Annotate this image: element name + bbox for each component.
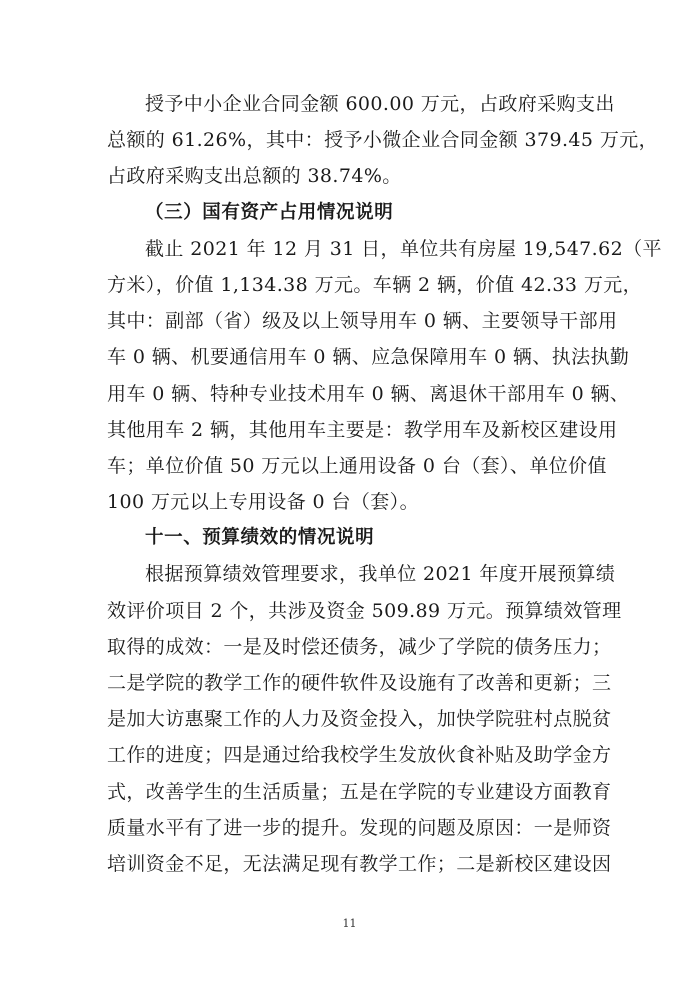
text-line: 根据预算绩效管理要求，我单位 2021 年度开展预算绩 bbox=[145, 563, 616, 586]
text-line: 二是学院的教学工作的硬件软件及设施有了改善和更新；三 bbox=[107, 672, 612, 694]
text-line: 工作的进度；四是通过给我校学生发放伙食补贴及助学金方 bbox=[107, 744, 612, 767]
text-line: 用车 0 辆、特种专业技术用车 0 辆、离退休干部用车 0 辆、 bbox=[107, 382, 630, 405]
paragraph-sme-contracts bbox=[107, 86, 659, 195]
text-line: 截止 2021 年 12 月 31 日，单位共有房屋 19,547.62（平 bbox=[145, 237, 662, 260]
text-line: 质量水平有了进一步的提升。发现的问题及原因：一是师资 bbox=[107, 816, 612, 839]
page-number: 11 bbox=[342, 917, 357, 930]
text-line: 总额的 61.26%，其中：授予小微企业合同金额 379.45 万元， bbox=[107, 129, 659, 152]
text-line: 车；单位价值 50 万元以上通用设备 0 台（套）、单位价值 bbox=[107, 454, 607, 477]
text-line: 取得的成效：一是及时偿还债务，减少了学院的债务压力； bbox=[107, 635, 612, 658]
text-line: 其他用车 2 辆，其他用车主要是：教学用车及新校区建设用 bbox=[107, 418, 618, 441]
text-line: 授予中小企业合同金额 600.00 万元，占政府采购支出 bbox=[145, 93, 615, 115]
text-line: 方米），价值 1,134.38 万元。车辆 2 辆，价值 42.33 万元， bbox=[107, 273, 643, 296]
text-line: 占政府采购支出总额的 38.74%。 bbox=[107, 165, 402, 188]
text-line: 式，改善学生的生活质量；五是在学院的专业建设方面教育 bbox=[107, 780, 612, 803]
paragraph-budget-performance bbox=[107, 556, 622, 882]
section-heading-performance: 十一、预算绩效的情况说明 bbox=[145, 527, 375, 549]
text-line: 培训资金不足，无法满足现有教学工作；二是新校区建设因 bbox=[107, 852, 612, 875]
section-heading-assets: （三）国有资产占用情况说明 bbox=[145, 201, 394, 223]
text-line: 100 万元以上专用设备 0 台（套）。 bbox=[107, 491, 419, 514]
document-page bbox=[107, 86, 662, 882]
paragraph-state-assets bbox=[107, 231, 662, 521]
text-line: 是加大访惠聚工作的人力及资金投入，加快学院驻村点脱贫 bbox=[107, 708, 612, 731]
text-line: 其中：副部（省）级及以上领导用车 0 辆、主要领导干部用 bbox=[107, 310, 618, 333]
text-line: 效评价项目 2 个，共涉及资金 509.89 万元。预算绩效管理 bbox=[107, 599, 622, 622]
text-line: 车 0 辆、机要通信用车 0 辆、应急保障用车 0 辆、执法执勤 bbox=[107, 346, 630, 369]
